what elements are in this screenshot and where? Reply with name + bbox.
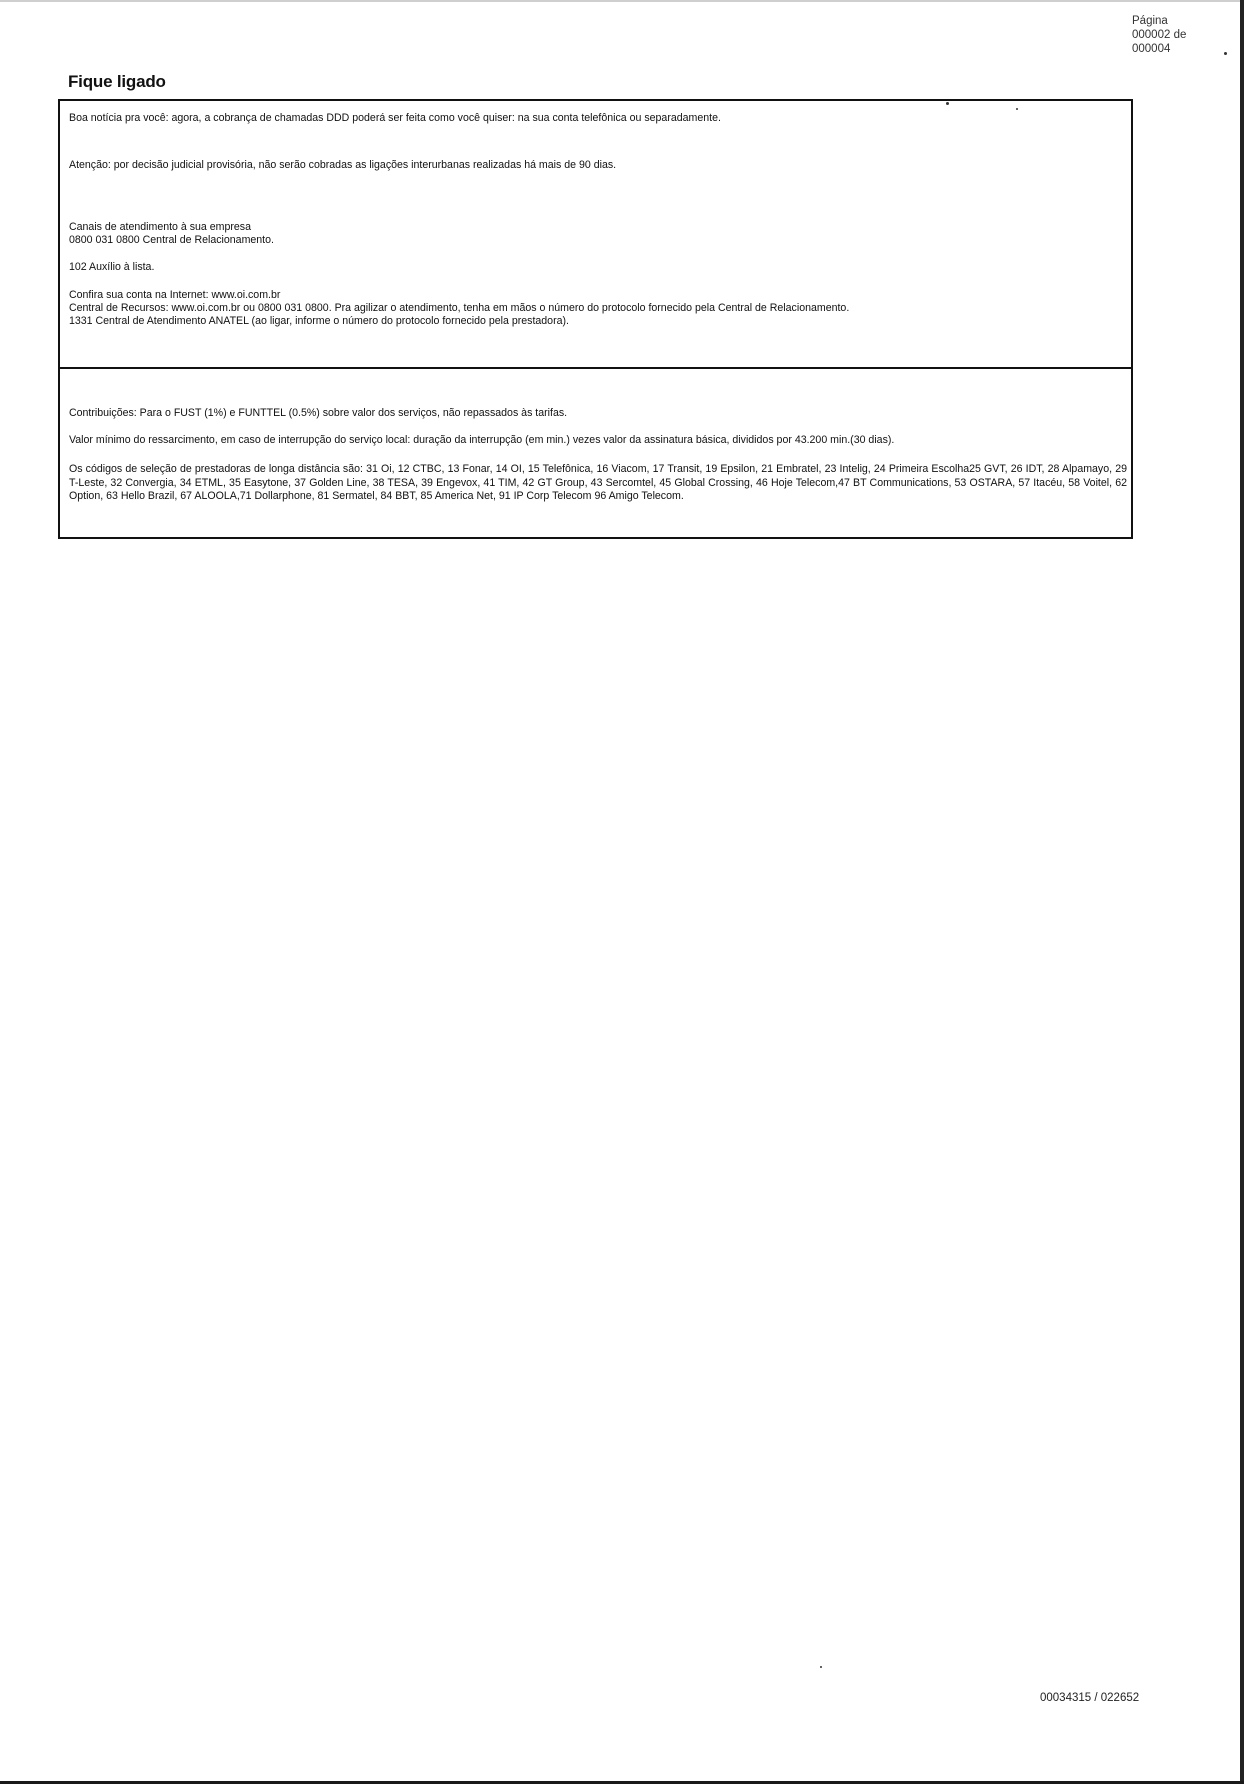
directory-assistance: 102 Auxílio à lista. — [69, 261, 155, 273]
scan-speck — [1224, 52, 1227, 55]
section-title: Fique ligado — [68, 72, 166, 91]
carrier-codes-text: Os códigos de seleção de prestadoras de longa distância são: 31 Oi, 12 CTBC, 13 Fonar, 14 OI, 15 Telefônica, 16 Viacom, 17 Transit, 19 Epsilon, 21 Embratel, 23 Intelig, 24 Primeira Escolha25 GVT, 26 IDT, 28 Alpamayo, 29 T-Leste, 32 Convergia, 34 ETML, 35 Easytone, 37 Golden Line, 38 TESA, 39 Engevox, 41 TIM, 42 GT Group, 43 Sercomtel, 45 Global Crossing, 46 Hoje Telecom,47 BT Communications, 53 OSTARA, 57 Itacéu, 58 Voitel, 62 Option, 63 Hello Brazil, 67 ALOOLA,71 Dollarphone, 81 Sermatel, 84 BBT, 85 America Net, 91 IP Corp Telecom 96 Amigo Telecom. — [69, 463, 1127, 503]
scan-right-edge — [1240, 0, 1244, 1784]
page-label: Página — [1132, 15, 1168, 27]
internet-bill-line: Confira sua conta na Internet: www.oi.com.br — [69, 289, 281, 301]
page-separator: de — [1173, 29, 1187, 41]
page-indicator — [1132, 14, 1186, 56]
service-channels — [69, 221, 274, 247]
ddd-billing-notice: Boa notícia pra você: agora, a cobrança de chamadas DDD poderá ser feita como você quiser: na sua conta telefônica ou separadamente. — [69, 112, 721, 124]
scan-speck — [1016, 108, 1018, 110]
info-box — [58, 367, 1133, 539]
page-current-row — [1132, 28, 1186, 42]
contributions-text: Contribuições: Para o FUST (1%) e FUNTTEL (0.5%) sobre valor dos serviços, não repassados às tarifas. — [69, 407, 568, 419]
scan-speck — [820, 1666, 822, 1668]
refund-text: Valor mínimo do ressarcimento, em caso de interrupção do serviço local: duração da interrupção (em min.) vezes valor da assinatura básica, divididos por 43.200 min.(30 dias). — [69, 434, 895, 446]
judicial-decision-notice: Atenção: por decisão judicial provisória, não serão cobradas as ligações interurbanas realizadas há mais de 90 dias. — [69, 159, 617, 171]
document-control-code: 00034315 / 022652 — [1040, 1692, 1140, 1704]
notice-box — [58, 99, 1133, 369]
service-channels-heading: Canais de atendimento à sua empresa — [69, 221, 251, 233]
contact-lines — [69, 289, 849, 329]
scan-speck — [946, 102, 949, 105]
appeals-center-line: Central de Recursos: www.oi.com.br ou 0800 031 0800. Pra agilizar o atendimento, tenha em mãos o número do protocolo fornecido pela Central de Relacionamento. — [69, 302, 850, 315]
anatel-line: 1331 Central de Atendimento ANATEL (ao ligar, informe o número do protocolo fornecido pela prestadora). — [69, 315, 569, 328]
scan-top-edge — [0, 0, 1244, 2]
relationship-center-line: 0800 031 0800 Central de Relacionamento. — [69, 234, 274, 247]
page-total: 000004 — [1132, 43, 1171, 55]
page-current: 000002 — [1132, 29, 1171, 41]
